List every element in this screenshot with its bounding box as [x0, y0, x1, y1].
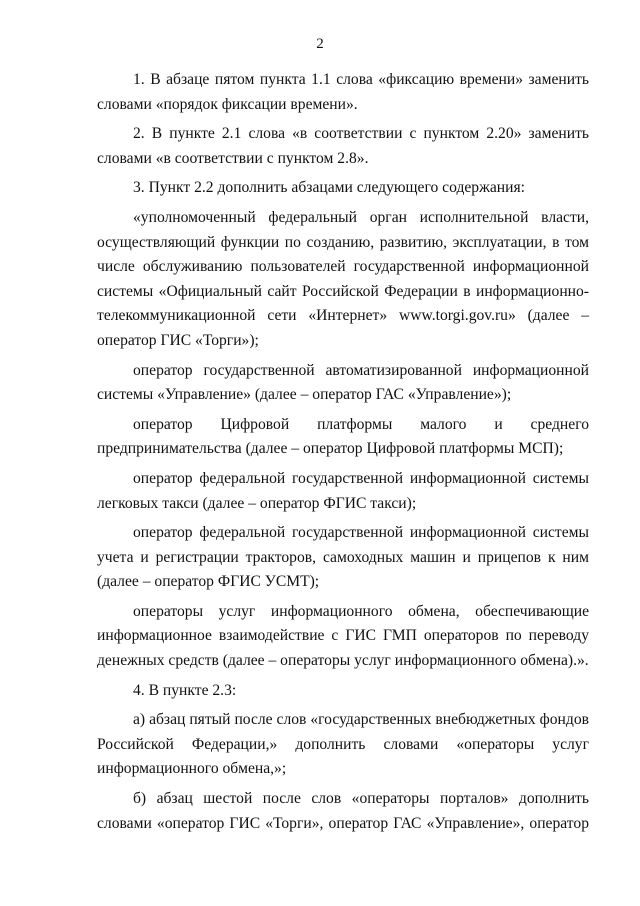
- paragraph-subitem-a: а) абзац пятый после слов «государственных внебюджетных фондов Российской Федерации,» дополнить словами «операторы услуг информационного обмена,»;: [97, 711, 589, 778]
- paragraph-item-1: 1. В абзаце пятом пункта 1.1 слова «фиксацию времени» заменить словами «порядок фиксации времени».: [97, 71, 589, 113]
- paragraph-fgis-usmt: оператор федеральной государственной информационной системы учета и регистрации тракторов, самоходных машин и прицепов к ним (далее – оператор ФГИС УСМТ);: [97, 524, 589, 591]
- page-number: 2: [316, 36, 324, 52]
- paragraph-giz-torgi: «уполномоченный федеральный орган исполнительной власти, осуществляющий функции по созданию, развитию, эксплуатации, в том числе обслуживанию пользователей государственной информационной системы «Официальный сайт Российской Федерации в информационно-телекоммуникационной сети «Интернет» www.torgi.gov.ru» (далее – оператор ГИС «Торги»);: [97, 208, 589, 349]
- document-body: [97, 68, 589, 841]
- paragraph-fgis-taxi: оператор федеральной государственной информационной системы легковых такси (далее – оператор ФГИС такси);: [97, 469, 589, 512]
- paragraph-item-2: 2. В пункте 2.1 слова «в соответствии с пунктом 2.20» заменить словами «в соответствии с пунктом 2.8».: [97, 125, 589, 167]
- paragraph-subitem-b: б) абзац шестой после слов «операторы порталов» дополнить словами «оператор ГИС «Торги», оператор ГАС «Управление», оператор: [97, 790, 589, 832]
- paragraph-item-3: 3. Пункт 2.2 дополнить абзацами следующего содержания:: [133, 179, 525, 197]
- paragraph-msp-platform: оператор Цифровой платформы малого и среднего предпринимательства (далее – оператор Цифровой платформы МСП);: [97, 415, 589, 458]
- paragraph-gas-upravlenie: оператор государственной автоматизированной информационной системы «Управление» (далее – оператор ГАС «Управление»);: [97, 361, 589, 404]
- paragraph-info-exchange: операторы услуг информационного обмена, обеспечивающие информационное взаимодействие с ГИС ГМП операторов по переводу денежных средств (далее – операторы услуг информационного обмена).».: [97, 602, 589, 670]
- paragraph-item-4: 4. В пункте 2.3:: [133, 681, 237, 699]
